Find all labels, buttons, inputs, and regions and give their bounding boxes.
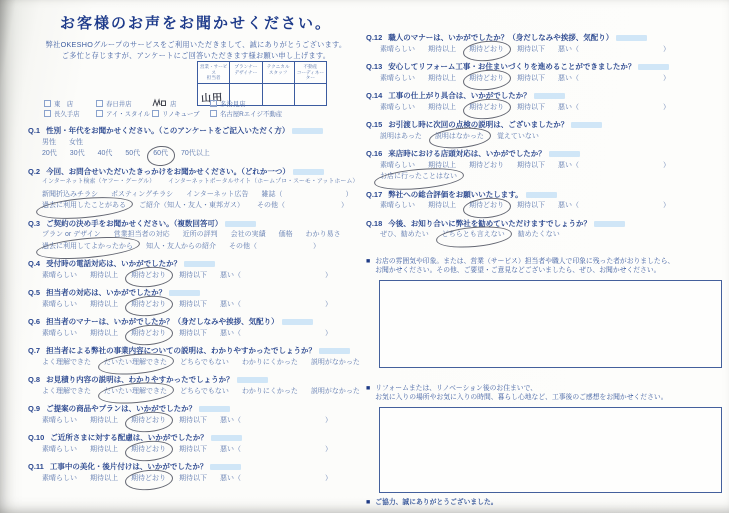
option-line <box>28 200 366 212</box>
question-text: 安心してリフォーム工事・お住まいづくりを進めることができましたか？ <box>388 62 636 71</box>
question-text: 工事の仕上がり具合は、いかがでしたか？ <box>388 91 531 100</box>
option-line <box>28 415 366 427</box>
selected-option-circle: 期待どおり <box>469 102 504 114</box>
question-number: Q.2 <box>28 166 41 176</box>
question-q-14 <box>366 91 722 113</box>
closing-text: ご協力、誠にありがとうございました。 <box>375 498 498 506</box>
checkbox-icon <box>96 100 103 107</box>
option-line <box>366 200 722 212</box>
checkbox-icon <box>152 110 159 117</box>
answer-option: 悪い（ ） <box>220 445 332 453</box>
question-title <box>366 149 722 160</box>
answer-option: 期待どおり <box>469 161 504 169</box>
store-option <box>44 109 96 118</box>
selected-option-circle: だいたい理解できた <box>104 357 167 369</box>
answer-option: 悪い（ ） <box>558 103 670 111</box>
answer-option: 悪い（ ） <box>220 329 332 337</box>
question-text: 担当者の対応は、いかがでしたか？ <box>46 288 167 297</box>
comment-write-in-box <box>379 407 722 493</box>
question-q-6 <box>28 317 366 339</box>
option-line <box>28 357 366 369</box>
store-option <box>96 99 152 108</box>
question-title <box>28 346 366 357</box>
highlight-marker <box>571 122 602 128</box>
question-q-4 <box>28 259 366 281</box>
question-number: Q.7 <box>28 346 41 355</box>
question-q-7 <box>28 346 366 368</box>
question-title <box>366 190 722 201</box>
question-text: 来店時における店頭対応は、いかがでしたか？ <box>388 149 546 158</box>
highlight-marker <box>534 93 565 99</box>
question-number: Q.8 <box>28 375 41 384</box>
option-line <box>366 131 722 143</box>
staff-header-line: コーディネーター <box>296 69 324 81</box>
answer-option: 素晴らしい <box>42 300 77 308</box>
question-q-16 <box>366 149 722 183</box>
question-q-13 <box>366 62 722 84</box>
answer-option: 期待以下 <box>517 103 545 111</box>
answer-option: 40代 <box>97 150 113 157</box>
answer-option: 悪い（ ） <box>220 271 332 279</box>
question-number: Q.15 <box>366 120 383 129</box>
answer-option: 期待以下 <box>517 45 545 53</box>
answer-option: 期待以上 <box>90 474 118 482</box>
answer-option: プラン or デザイン <box>42 231 101 238</box>
answer-option: 期待以下 <box>179 416 207 424</box>
answer-option: 期待以上 <box>90 329 118 337</box>
highlight-marker <box>292 128 323 134</box>
question-text: 工事中の美化・後片付けは、いかがでしたか？ <box>49 462 208 471</box>
question-q-12 <box>366 33 722 55</box>
selected-option-circle: お店に行ったことはない <box>380 171 457 183</box>
highlight-marker <box>319 348 350 354</box>
selected-option-circle: 期待どおり <box>131 299 166 311</box>
question-title <box>366 33 722 44</box>
answer-option: 説明がなかった <box>310 358 360 366</box>
highlight-marker <box>526 192 557 198</box>
highlight-marker <box>594 221 625 227</box>
answer-option: 説明はあった <box>380 132 422 140</box>
store-option <box>210 99 246 108</box>
question-text: 受付時の電話対応は、いかがでしたか？ <box>46 259 182 268</box>
staff-column-header <box>295 62 326 84</box>
question-number: Q.11 <box>28 462 44 471</box>
option-line <box>366 229 722 241</box>
option-line <box>28 137 366 149</box>
option-line <box>28 189 366 201</box>
question-number: Q.5 <box>28 288 41 297</box>
question-text: ご近所さまに対する配慮は、いかがでしたか？ <box>50 433 208 442</box>
answer-option: 期待以下 <box>179 445 207 453</box>
option-line <box>28 177 366 189</box>
answer-option: 素晴らしい <box>380 45 415 53</box>
answer-option: 新聞折込みチラシ <box>42 190 98 198</box>
selected-option-circle: 期待どおり <box>131 328 166 340</box>
highlight-marker <box>549 151 580 157</box>
answer-option: 期待以下 <box>517 202 545 209</box>
answer-option: 素晴らしい <box>380 161 415 169</box>
question-title <box>28 317 366 328</box>
question-q-8 <box>28 375 366 397</box>
question-q-9 <box>28 404 366 426</box>
comment-heading <box>366 384 722 403</box>
staff-column-header <box>198 62 230 84</box>
question-text: 性別・年代をお聞かせください。（このアンケートをご記入いただく方） <box>46 126 290 135</box>
answer-option: インターネットポータルサイト（ホームプロ・スーモ・アットホーム） <box>168 179 359 185</box>
question-text: 今回、お問合せいただいたきっかけをお聞かせください。（どれか一つ） <box>46 166 290 176</box>
question-text: 今後、お知り合いに弊社を勧めていただけますでしょうか？ <box>388 218 591 228</box>
intro-text <box>28 40 364 61</box>
question-number: Q.18 <box>366 218 383 228</box>
right-page-questions <box>366 33 722 507</box>
answer-option: その他（ ） <box>257 202 348 209</box>
question-number: Q.16 <box>366 149 383 158</box>
answer-option: 知人・友人からの紹介 <box>146 242 216 250</box>
option-line <box>366 102 722 114</box>
option-line <box>28 386 366 398</box>
handwritten-staff-name: 山田 <box>200 92 224 105</box>
selected-option-circle: 期待どおり <box>469 44 504 56</box>
handwritten-scribble-mark <box>152 98 167 109</box>
store-row <box>44 99 354 108</box>
option-line <box>366 73 722 85</box>
question-title <box>28 433 366 444</box>
selected-option-circle: 過去に利用してよかったから <box>42 241 133 253</box>
question-title <box>28 462 366 473</box>
question-number: Q.1 <box>28 126 41 135</box>
question-number: Q.13 <box>366 62 383 71</box>
checkbox-icon <box>210 110 217 117</box>
store-option <box>210 109 282 118</box>
question-q-2 <box>28 167 366 212</box>
answer-option: 悪い（ ） <box>558 161 670 169</box>
staff-column-header <box>263 62 295 84</box>
highlight-marker <box>184 261 215 267</box>
selected-option-circle: どちらとも言えない <box>442 229 505 241</box>
answer-option: 営業担当者の対応 <box>113 231 170 238</box>
answer-option: よく理解できた <box>42 387 91 395</box>
answer-option: 女性 <box>69 138 83 146</box>
staff-header-line: デザイナー <box>234 69 258 75</box>
question-q-3 <box>28 219 366 253</box>
answer-option: 説明がなかった <box>310 387 360 395</box>
question-title <box>28 126 366 137</box>
option-line <box>366 160 722 172</box>
question-title <box>28 375 366 386</box>
staff-header-line: プランナー <box>234 64 258 69</box>
option-line <box>28 229 366 241</box>
answer-option: 価格 <box>278 231 293 238</box>
answer-option: 悪い（ ） <box>220 416 332 424</box>
question-number: Q.12 <box>366 33 383 42</box>
question-text: 担当者による弊社の事業内容についての説明は、わかりやすかったでしょうか？ <box>46 346 316 355</box>
form-header <box>28 12 364 61</box>
question-q-1 <box>28 126 366 160</box>
staff-header-line: 担当者 <box>206 75 221 81</box>
option-line <box>28 473 366 485</box>
answer-option: 素晴らしい <box>42 271 77 279</box>
highlight-marker <box>237 377 268 383</box>
selected-option-circle: 期待どおり <box>469 73 504 85</box>
store-label: アイ・スタイル <box>106 111 151 119</box>
store-label: 多治見店 <box>220 100 246 108</box>
answer-option: 覚えていない <box>496 132 539 140</box>
page-title: お客様のお声をお聞かせください。 <box>59 15 332 32</box>
question-text: お引渡し時に次回の点検の説明は、ございましたか？ <box>388 120 569 129</box>
answer-option: 近所の評判 <box>182 231 218 238</box>
question-q-15 <box>366 120 722 142</box>
option-line <box>366 171 722 183</box>
question-number: Q.6 <box>28 317 41 326</box>
option-line <box>366 44 722 56</box>
question-q-17 <box>366 190 722 212</box>
selected-option-circle: 過去に利用したことがある <box>42 200 126 212</box>
store-row <box>44 110 354 119</box>
checkbox-icon <box>44 110 51 117</box>
question-q-10 <box>28 433 366 455</box>
selected-option-circle: 60代 <box>153 148 168 160</box>
left-page-questions <box>28 126 366 491</box>
answer-option: 期待以上 <box>428 161 456 169</box>
store-label: 店 <box>170 100 177 108</box>
highlight-marker <box>638 64 669 70</box>
question-title <box>366 120 722 131</box>
answer-option: 悪い（ ） <box>558 74 670 82</box>
answer-option: 20代 <box>42 150 57 157</box>
checkbox-icon <box>210 100 217 107</box>
selected-option-circle: 期待どおり <box>131 270 166 282</box>
answer-option: 素晴らしい <box>42 416 77 424</box>
question-title <box>28 404 366 415</box>
highlight-marker <box>210 464 241 470</box>
answer-option: 期待以上 <box>428 103 456 111</box>
answer-option: 期待以下 <box>179 271 207 279</box>
square-bullet-icon: ■ <box>366 384 371 392</box>
answer-option: 30代 <box>69 150 85 157</box>
comment-heading-line: お気に入りの場所やお気に入りの時間、暮らし心地など、工事後のご感想をお聞かせください。 <box>375 394 668 401</box>
question-number: Q.3 <box>28 218 41 228</box>
option-line <box>28 241 366 253</box>
answer-option: よく理解できた <box>42 358 91 366</box>
answer-option: 期待以上 <box>90 271 118 279</box>
answer-option: わかり易さ <box>305 231 341 238</box>
question-q-18 <box>366 219 722 241</box>
question-text: 職人のマナーは、いかがでしたか？（身だしなみや挨拶、気配り） <box>388 33 614 42</box>
store-option <box>44 99 96 108</box>
answer-option: 期待以上 <box>90 445 118 453</box>
question-number: Q.9 <box>28 404 41 413</box>
comment-heading-text <box>375 257 674 276</box>
selected-option-circle: 期待どおり <box>469 200 504 212</box>
answer-option: 素晴らしい <box>42 474 77 482</box>
store-option <box>152 98 210 109</box>
store-option <box>96 109 152 118</box>
comment-heading-line: お聞かせください。その他、ご要望・ご意見などございましたら、ぜひ、お聞かせください。 <box>375 267 661 274</box>
answer-option: 70代以上 <box>180 150 210 157</box>
staff-column-header <box>230 62 262 84</box>
answer-option: 悪い（ ） <box>558 45 670 53</box>
staff-header-line: テクニカル <box>266 64 290 69</box>
question-title <box>366 91 722 102</box>
answer-option: ご紹介（知人・友人・東邦ガス） <box>139 202 244 209</box>
option-line <box>28 299 366 311</box>
checkbox-icon <box>44 100 51 107</box>
answer-option: 素晴らしい <box>380 103 415 111</box>
comment-section-1 <box>366 257 722 368</box>
answer-option: 期待以下 <box>179 329 207 337</box>
square-bullet-icon: ■ <box>366 257 371 265</box>
highlight-marker <box>199 406 230 412</box>
answer-option: 勧めたくない <box>517 231 560 238</box>
question-number: Q.4 <box>28 259 41 268</box>
question-title <box>28 259 366 270</box>
staff-header-line: 不動産 <box>303 64 318 69</box>
option-line <box>28 148 366 160</box>
answer-option: 悪い（ ） <box>558 202 670 209</box>
highlight-marker <box>211 435 242 441</box>
question-title <box>28 288 366 299</box>
answer-option: 期待以下 <box>179 300 207 308</box>
answer-option: どちらでもない <box>180 358 229 366</box>
question-title <box>366 219 722 230</box>
answer-option: 素晴らしい <box>42 329 77 337</box>
store-checkbox-group <box>44 99 354 120</box>
highlight-marker <box>225 221 256 227</box>
selected-option-circle: 説明はなかった <box>435 131 484 143</box>
answer-option: 素晴らしい <box>380 202 415 209</box>
answer-option: 雑誌（ ） <box>261 190 353 198</box>
answer-option: 期待以上 <box>428 202 456 209</box>
selected-option-circle: 期待どおり <box>131 473 166 485</box>
answer-option: 期待以上 <box>428 74 456 82</box>
store-label: 春日井店 <box>106 100 132 108</box>
question-text: お見積り内容の説明は、わかりやすかったでしょうか？ <box>46 375 234 384</box>
answer-option: 期待以下 <box>517 74 545 82</box>
comment-heading-line: お店の雰囲気や印象。または、営業（サービス）担当者や職人で印象に残った者がおりましたら、 <box>375 257 675 265</box>
answer-option: わかりにくかった <box>241 358 298 366</box>
answer-option: 男性 <box>42 138 56 146</box>
question-title <box>28 219 366 230</box>
question-q-5 <box>28 288 366 310</box>
answer-option: 悪い（ ） <box>220 474 332 482</box>
question-number: Q.10 <box>28 433 45 442</box>
highlight-marker <box>282 319 313 325</box>
question-number: Q.17 <box>366 189 383 199</box>
option-line <box>28 270 366 282</box>
answer-option: インターネット広告 <box>186 190 249 198</box>
answer-option: 素晴らしい <box>42 445 77 453</box>
answer-option: 期待以上 <box>90 300 118 308</box>
store-label: 東 店 <box>54 100 74 108</box>
question-text: 担当者のマナーは、いかがでしたか？（身だしなみや挨拶、気配り） <box>46 317 279 326</box>
question-number: Q.14 <box>366 91 383 100</box>
question-title <box>366 62 722 73</box>
comment-heading-line: リフォームまたは、リノベーション後のお住まいで、 <box>375 384 538 392</box>
answer-option: 会社の実績 <box>230 231 266 238</box>
staff-header-line: 営業・サービス <box>199 64 228 75</box>
question-title <box>28 167 366 178</box>
selected-option-circle: 期待どおり <box>131 415 166 427</box>
answer-option: ぜひ、勧めたい <box>380 231 429 238</box>
store-label: リノキューブ <box>162 111 200 119</box>
answer-option: わかりにくかった <box>241 387 298 395</box>
answer-option: インターネット検索（ヤフー・グーグル） <box>42 179 156 185</box>
question-q-11 <box>28 462 366 484</box>
comment-heading-text <box>375 384 667 403</box>
comment-section-2 <box>366 384 722 493</box>
store-option <box>152 109 210 118</box>
answer-option: ポスティングチラシ <box>111 190 174 198</box>
staff-table-header-row <box>198 62 326 84</box>
question-text: 弊社への総合評価をお願いいたします。 <box>388 189 523 199</box>
question-text: ご契約の決め手をお聞かせください。（複数回答可） <box>46 218 223 228</box>
question-text: ご提案の商品やプランは、いかがでしたか？ <box>46 404 197 413</box>
answer-option: 期待以上 <box>90 416 118 424</box>
answer-option: その他（ ） <box>229 242 320 250</box>
answer-option: どちらでもない <box>180 387 229 395</box>
store-label: 長久手店 <box>54 111 80 119</box>
closing-message <box>366 498 722 508</box>
square-bullet-icon: ■ <box>366 498 371 506</box>
intro-line-2: ご多忙と存じますが、アンケートにご回答いただきます様お願い申し上げます。 <box>61 50 331 60</box>
option-line <box>28 328 366 340</box>
comment-heading <box>366 257 722 276</box>
selected-option-circle: 期待どおり <box>131 444 166 456</box>
checkbox-icon <box>96 110 103 117</box>
answer-option: 期待以下 <box>179 474 207 482</box>
answer-option: 素晴らしい <box>380 74 415 82</box>
answer-option: 期待以下 <box>517 161 545 169</box>
answer-option: 悪い（ ） <box>220 300 332 308</box>
store-label: 名古屋Rエイジ不動産 <box>220 111 283 119</box>
highlight-marker <box>169 290 200 296</box>
option-line <box>28 444 366 456</box>
highlight-marker <box>616 35 647 41</box>
highlight-marker <box>293 169 324 175</box>
answer-option: 50代 <box>125 150 141 157</box>
answer-option: 期待以上 <box>428 45 456 53</box>
selected-option-circle: だいたい理解できた <box>104 386 167 398</box>
intro-line-1: 弊社OKESHOグループのサービスをご利用いただきまして、誠にありがとうございます。 <box>45 40 347 49</box>
comment-write-in-box <box>379 280 722 368</box>
staff-header-line: スタッフ <box>268 69 288 75</box>
